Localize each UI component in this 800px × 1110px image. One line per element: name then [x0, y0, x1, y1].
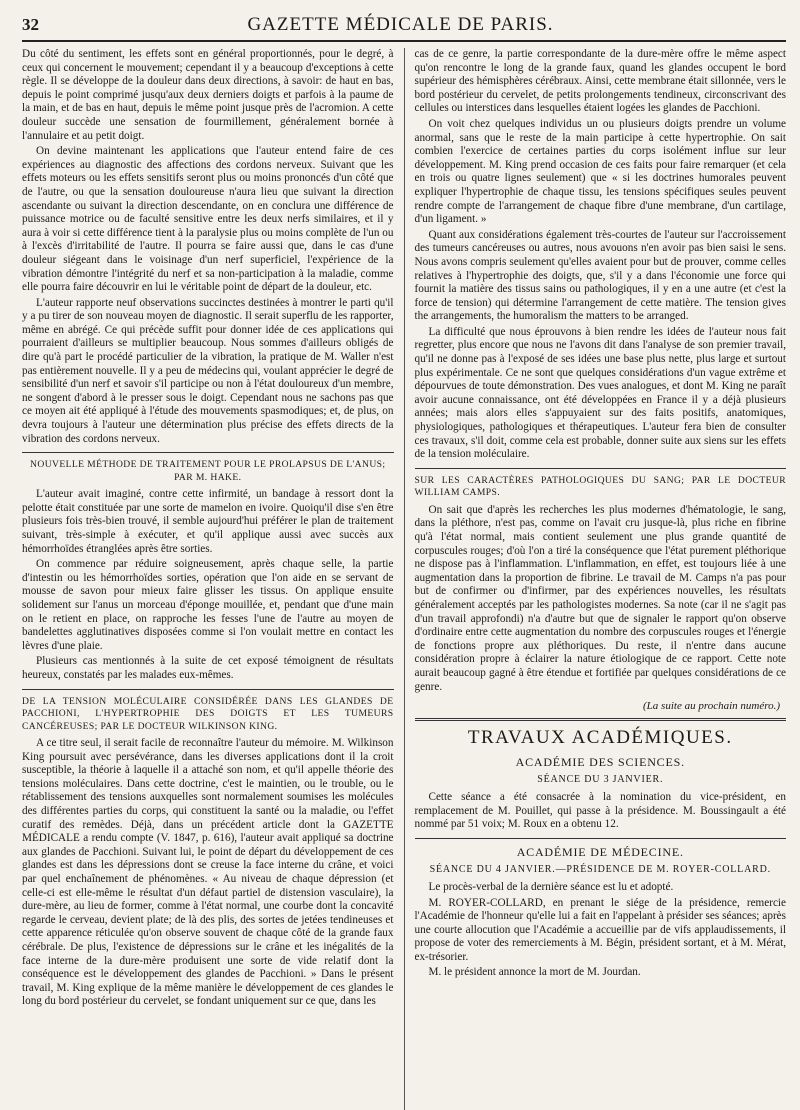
paragraph: Le procès-verbal de la dernière séance est lu et adopté. [428, 880, 674, 893]
paragraph: M. ROYER-COLLARD, en prenant le siége de la présidence, remercie l'Académie de l'honneur qu'elle lui a fait en l'appelant à présider ses séances; après une courte allocution que l'Académie a accueillie par de vifs applaudissements, il propose de voter des remerciements à M. Bégin, président sortant, et à M. Mérat, ex-trésorier. [414, 896, 786, 963]
journal-title: GAZETTE MÉDICALE DE PARIS. [247, 14, 554, 35]
section-divider [415, 718, 787, 721]
academy-medecine-heading: ACADÉMIE DE MÉDECINE. [516, 844, 684, 859]
paragraph: L'auteur rapporte neuf observations succinctes destinées à montrer le parti qu'il y a pu tirer de son nouveau moyen de diagnostic. Il serait superflu de les rapporter, même en abrégé. Ce qui précède suffit pour donner idée de ces applications qui pourraient d'ailleurs se multiplier beaucoup. Nous sommes d'ailleurs obligés de dire qu'à part le procédé particulier de la vibration, la pratique de M. Waller n'est pas entièrement nouvelle. Il y a peu de médecins qui, voulant apprécier le degré de sensibilité d'un nerf et savoir s'il participe ou non à l'état douloureux d'un membre, ne songent d'abord à le presser sous le doigt. Cependant nous ne sachons pas que ce moyen ait été appliqué à l'étude des mouvements spasmodiques; et, de plus, on devra toujours à l'auteur une détermination plus précise des effets directs de la vibration des cordons nerveux. [22, 296, 394, 445]
page-number: 32 [22, 15, 39, 34]
seance-heading: SÉANCE DU 4 JANVIER.—PRÉSIDENCE DE M. ROYER-COLLARD. [429, 863, 771, 875]
page-header [22, 14, 786, 42]
paragraph: cas de ce genre, la partie correspondante de la dure-mère offre le même aspect qu'on rencontre le long de la grande faux, quand les glandes occupent le bord supérieur des hémisphères cérébraux. Ainsi, cette membrane était sillonnée, vers le bord postérieur du cervelet, de petits prolongements tendineux, circonscrivant des cellules ou interstices dans lesquelles étaient logées les glandes de Pacchioni. [414, 48, 786, 115]
paragraph: On commence par réduire soigneusement, après chaque selle, la partie d'intestin ou les hémorrhoïdes sorties, opération que l'on aide en se servant de mousse de savon pour mieux faire glisser les tissus. On applique ensuite solidement sur l'anus un morceau d'éponge mouillée, et, pendant que d'une main on le retient en place, on rapproche les fesses l'une de l'autre au moyen de bandelettes agglutinatives disposées comme si l'on voulait mettre en contact les lèvres d'une plaie. [22, 558, 394, 652]
paragraph: On sait que d'après les recherches les plus modernes d'hématologie, le sang, dans la pléthore, n'est pas, comme on l'avait cru jusque-là, plus riche en fibrine qu'à l'état normal, mais contient seulement une plus grande quantité de corpuscules rouges; d'où l'on a tiré la conséquence que l'état purement pléthorique ne dispose pas à l'inflammation. L'inflammation, en effet, est toujours liée à une augmentation dans la proportion de fibrine. Le travail de M. Camps n'a pas pour but de confirmer ou d'infirmer, par des expériences nouvelles, les résultats généralement acceptés par les pathologistes modernes. Sa note (car il ne s'agit pas d'un travail approfondi) n'a d'autre but que de signaler le rapport qu'on observe d'ordinaire entre cette augmentation du nombre des corpuscules rouges et l'énergie de fonctions propre aux pléthoriques. Du reste, il n'entre dans aucune considération propre à éclairer la nature étiologique de ce rapport. Cette note aurait beaucoup gagné à être étendue et fortifiée par quelques considérations de ce genre. [414, 503, 786, 693]
paragraph: Quant aux considérations également très-courtes de l'auteur sur l'accroissement des tumeurs cancéreuses ou autres, nous avouons n'en avoir pas bien saisi le sens. Nous avons compris seulement qu'elles avaient pour but de prouver, comme celles relatives à l'hypertrophie des doigts, que, s'il y a dans l'économie une force qui fournit la matière des tissus sains ou pathologiques, il y en a une autre (et c'est la force de tension) qui détermine l'arrangement de cette matière. The tension gives the arrangements, the humoralism the matters to be arranged. [414, 228, 786, 323]
paragraph: Du côté du sentiment, les effets sont en général proportionnés, pour le degré, à ceux qui concernent le mouvement; cependant il y a beaucoup d'exceptions à cette règle. Il se développe de la douleur dans deux directions, à savoir: de haut en bas, depuis le point comprimé jusqu'aux deux derniers doigts et parfois à la paume de la main, et de bas en haut, depuis le même point jusque près de l'acromion. A cette douleur succède une sensation de fourmillement, généralement bornée à l'annulaire et au petit doigt. [22, 48, 394, 142]
paragraph: La difficulté que nous éprouvons à bien rendre les idées de l'auteur nous fait regretter, plus encore que nous ne l'avons dit dans l'analyse de son premier travail, qu'il ne donne pas à l'exposé de ses idées une base plus nette, plus large et surtout plus expérimentale. Ce ne sont que quelques considérations d'un vague extrême et dépourvues de toute démonstration. Des vues analogues, et dont M. King ne paraît avoir aucune connaissance, ont été développées en France il y a déjà plusieurs années; mais alors elles s'appuyaient sur des faits positifs, anatomiques, physiologiques, pathologiques et thérapeutiques. L'auteur fera bien de consulter ces travaux, s'il doit, comme cela est probable, donner suite aux siens sur les effets de la tension moléculaire. [414, 325, 786, 461]
columns [22, 48, 786, 1110]
section-title-sang: SUR LES CARACTÈRES PATHOLOGIQUES DU SANG; PAR LE DOCTEUR WILLIAM CAMPS. [414, 474, 786, 499]
right-column [404, 48, 787, 1110]
section-title-tension: DE LA TENSION MOLÉCULAIRE CONSIDÉRÉE DANS LES GLANDES DE PACCHIONI, L'HYPERTROPHIE DES DOIGTS ET LES TUMEURS CANCÉREUSES; PAR LE DOCTEUR WILKINSON KING. [22, 695, 394, 732]
section-divider [415, 838, 787, 839]
paragraph: M. le président annonce la mort de M. Jourdan. [428, 966, 641, 979]
academy-sciences-heading: ACADÉMIE DES SCIENCES. [515, 755, 685, 770]
section-divider [22, 689, 394, 690]
paragraph: Cette séance a été consacrée à la nomination du vice-président, en remplacement de M. Pouillet, qui passe à la présidence. M. Boussingault a été nommé par 51 voix; M. Roux en a obtenu 12. [414, 791, 786, 831]
paragraph: On voit chez quelques individus un ou plusieurs doigts prendre un volume anormal, sans que le reste de la main participe à cette hypertrophie. On sait combien l'exercice de certaines parties du corps isolément influe sur leur développement. M. King prend occasion de ces faits pour faire remarquer (et cela en trois ou quatre lignes seulement) que « si les doctrines humorales peuvent expliquer l'hypertrophie de chaque tissu, les tensions spécifiques seules peuvent rendre compte de l'arrangement de chaque fibre d'une membrane, d'un cartilage, d'un ligament. » [414, 117, 786, 226]
travaux-title: TRAVAUX ACADÉMIQUES. [467, 727, 733, 749]
paragraph: Plusieurs cas mentionnés à la suite de cet exposé témoignent de résultats heureux, constatés par les malades eux-mêmes. [22, 655, 394, 681]
paragraph: L'auteur avait imaginé, contre cette infirmité, un bandage à ressort dont la pelotte était constituée par une sorte de mamelon en ivoire. Quoiqu'il dise s'en être plusieurs fois très-bien trouvé, il semble aujourd'hui préférer le plan de traitement suivant, très-simple à exécuter, et qu'il applique aussi avec succès aux hémorrhoïdes étranglées après être sorties. [22, 488, 394, 555]
continued-note: (La suite au prochain numéro.) [643, 700, 780, 713]
paragraph: On devine maintenant les applications que l'auteur entend faire de ces expériences au diagnostic des affections des cordons nerveux. Suivant que les effets moteurs ou les effets sensitifs seront plus ou moins prononcés d'un côté que de l'autre, ou que la sensation douloureuse n'aura lieu que suivant la direction ascendante ou suivant la direction descendante, on en conclura une différence de puissance motrice ou de faculté sensitive entre les deux nerfs similaires, et il y aura à voir si cette différence tient à la paralysie plus ou moins complète de l'un ou à l'excès d'irritabilité de l'autre. Il pourra se faire aussi que, dans le cas d'une douleur siégeant dans le voisinage d'un nerf superficiel, l'expérience de la vibration démontre l'intégrité du nerf et sa non-participation à la maladie, comme elle pourra faire découvrir en lui le véritable point de départ de la douleur, etc. [22, 145, 394, 294]
section-title-prolapsus: NOUVELLE MÉTHODE DE TRAITEMENT POUR LE PROLAPSUS DE L'ANUS; PAR M. HAKE. [30, 459, 386, 483]
paragraph: A ce titre seul, il serait facile de reconnaître l'auteur du mémoire. M. Wilkinson King poursuit avec persévérance, dans les diverses applications dont il la croit susceptible, la théorie à laquelle il a attaché son nom, et qu'il appelle théorie des tensions moléculaires. Dans cette doctrine, c'est le maintien, ou le trouble, ou le rétablissement des tensions auxquelles sont normalement soumises les molécules des différentes parties du corps, qui constituent la santé ou la maladie, ou l'effet curatif des remèdes. Déjà, dans un précédent article dont la GAZETTE MÉDICALE a rendu compte (V. 1847, p. 616), l'auteur avait appliqué sa doctrine aux glandes de Pacchioni. Suivant lui, le point de départ du développement de ces glandes est dans les dépressions dont se creuse la face interne du crâne, et voici par quel enchaînement de phénomènes. « Au niveau de chaque dépression (et celle-ci est elle-même le résultat d'un défaut partiel de distension vasculaire), la dure-mère, au lieu de former, comme à l'état normal, une courbe dont la concavité regarde le cerveau, devient plate; de là des plis, des sortes de jetées tendineuses et cette apparence réticulée qu'on observe souvent de chaque côté de la grande faux cérébrale. De plus, l'existence de dépressions sur le crâne et les inégalités de la face interne de la dure-mère produisent une sorte de vide relatif dont la conséquence est le développement des glandes de Pacchioni. » Dans le présent travail, M. King explique de la même manière le développement de ces glandes le long du bord postérieur du cervelet, se fondant uniquement sur ce que, dans les [22, 737, 394, 1008]
section-divider [22, 452, 394, 453]
section-divider [415, 468, 787, 469]
left-column [22, 48, 394, 1110]
seance-heading: SÉANCE DU 3 JANVIER. [537, 774, 664, 786]
